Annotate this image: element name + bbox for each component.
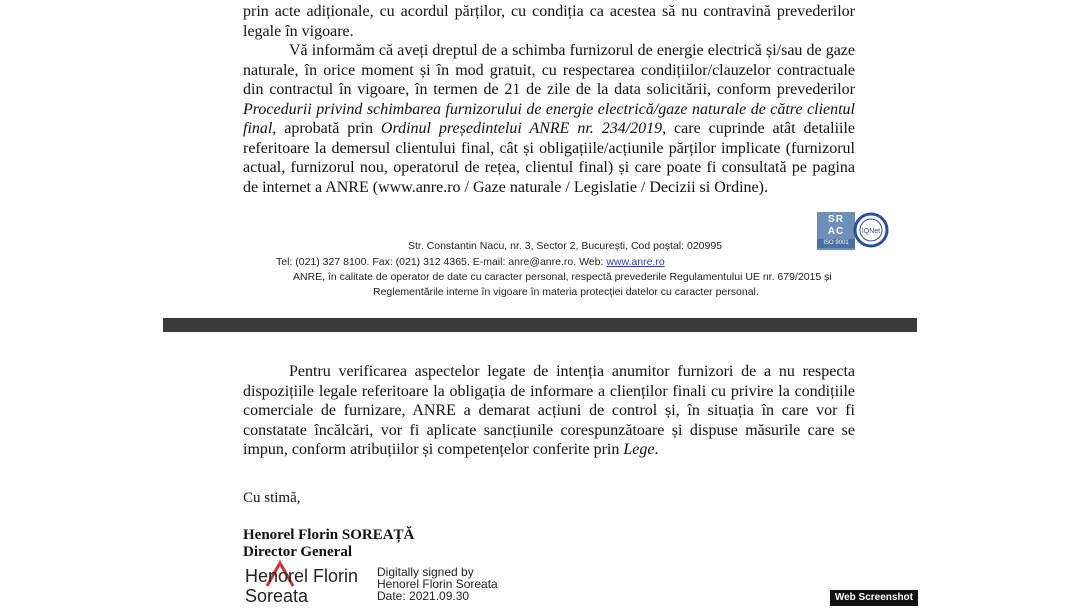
web-screenshot-badge: Web Screenshot <box>830 590 918 606</box>
signatory-name: Henorel Florin SOREAȚĂ <box>243 527 415 543</box>
procedure-title: Procedurii privind schimbarea furnizorului de energie electrică/gaze naturale de către clientul final <box>243 100 855 137</box>
paragraph-text: , care cuprinde atât detaliile referitoare la demersul clientului final, cât și obligațiile/acțiunile părților implicate (furnizorul actual, furnizorul nou, operatorul de rețea, clientul final) și care poate fi consultată pe pagina de internet a ANRE (www.anre.ro / Gaze naturale / Legislatie / Decizii si Ordine). <box>243 120 856 196</box>
signature-detail-2: Henorel Florin Soreata <box>377 577 498 591</box>
paragraph-text: Pentru verificarea aspectelor legate de intenția anumitor furnizori de a nu respecta dispozițiile legale referitoare la obligația de informare a clienților finali cu privire la condițiile comerciale de furnizare, ANRE a demarat acțiuni de control și, în situația în care vor fi constatate încălcări, vor fi aplicate sancțiunile corespunzătoare și dispuse măsurile care se impun, conform atribuțiilor și competențelor conferite prin <box>243 363 855 458</box>
srac-logo-mid: AC <box>827 226 845 237</box>
paragraph-text: . <box>654 441 659 458</box>
srac-certification-logo <box>817 212 855 250</box>
srac-logo-bottom: ISO 9001 <box>817 239 855 248</box>
document-page-2 <box>163 332 917 608</box>
page-separator <box>163 318 917 332</box>
signature-details <box>377 566 498 602</box>
order-reference: Ordinul președintelui ANRE nr. 234/2019 <box>380 120 663 137</box>
footer-privacy-1: ANRE, în calitate de operator de date cu caracter personal, respectă prevederile Regulamentului UE nr. 679/2015 și <box>293 271 832 283</box>
law-reference: Lege <box>623 441 655 458</box>
closing-salutation: Cu stimă, <box>243 490 301 506</box>
paragraph-text: Vă informăm că aveți dreptul de a schimba furnizorul de energie electrică și/sau de gaze naturale, în orice moment și în mod gratuit, cu respectarea condițiilor/clauzelor contractuale din contractul în vigoare, în termen de 21 de zile de la data solicitării, conform prevederilor <box>243 42 855 98</box>
signature-detail-3: Date: 2021.09.30 <box>377 589 470 603</box>
signature-name <box>245 566 358 606</box>
signature-name-line-1: Henorel Florin <box>245 566 359 586</box>
document-page-1 <box>163 0 917 318</box>
footer-web-link[interactable]: www.anre.ro <box>606 256 665 268</box>
iqnet-logo <box>853 212 889 248</box>
paragraph-control-actions <box>243 362 855 460</box>
srac-logo-top: SR <box>828 214 844 225</box>
footer-contact-text: Tel: (021) 327 8100. Fax: (021) 312 4365. E-mail: anre@anre.ro. Web: <box>276 256 607 268</box>
footer-address: Str. Constantin Nacu, nr. 3, Sector 2, București, Cod poștal: 020995 <box>408 240 723 252</box>
paragraph-supplier-change <box>243 41 855 197</box>
paragraph-text: , aprobată prin <box>272 120 381 137</box>
signature-detail-1: Digitally signed by <box>377 565 474 579</box>
iqnet-logo-text: IQNet <box>861 228 881 235</box>
signature-name-line-2: Soreata <box>245 586 309 606</box>
footer-privacy-2: Reglementările interne în vigoare în materia protecției datelor cu caracter personal. <box>373 286 759 298</box>
digital-signature[interactable] <box>245 564 605 608</box>
signatory-title: Director General <box>243 544 352 560</box>
paragraph-contract-amendments: prin acte adiționale, cu acordul părților, cu condiția ca acestea să nu contravină prevederilor legale în vigoare. <box>243 3 855 40</box>
footer-contact <box>276 256 665 268</box>
